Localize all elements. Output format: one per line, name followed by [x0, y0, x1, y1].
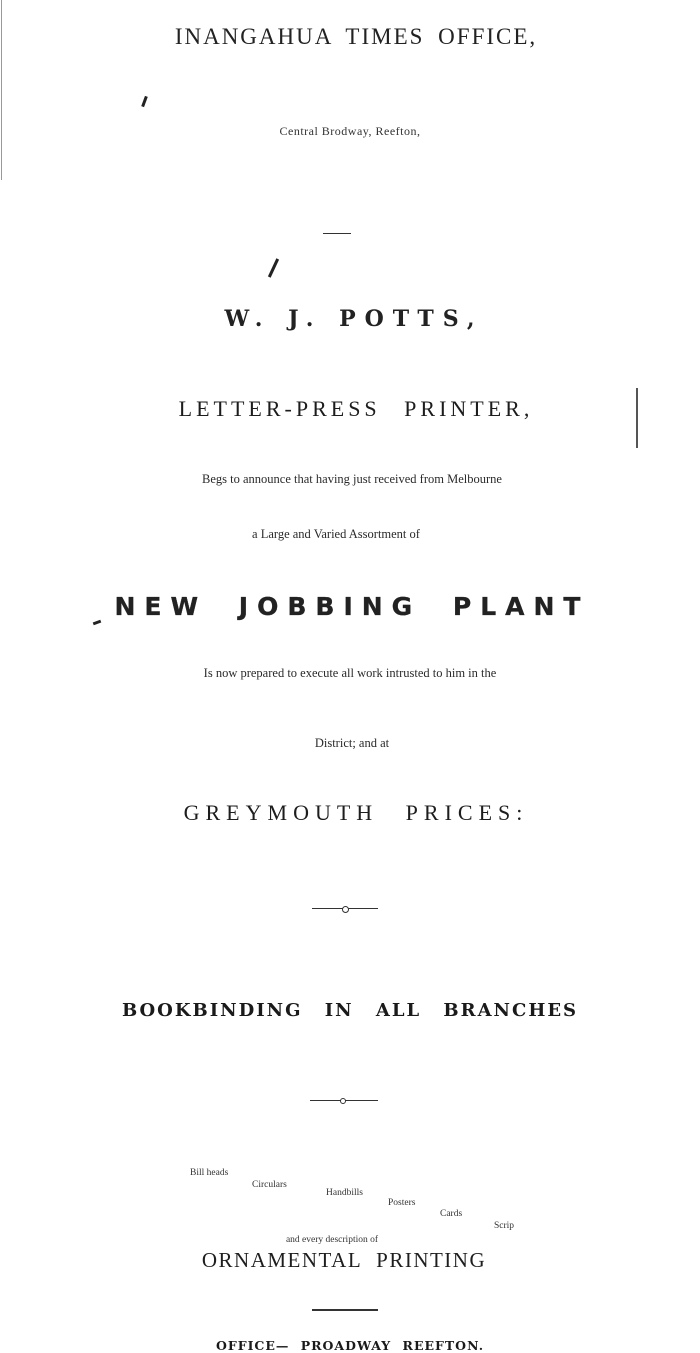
ornamental-printing-heading: ORNAMENTAL PRINTING: [201, 1248, 487, 1272]
service-scrip: Scrip: [494, 1221, 515, 1231]
service-cards: Cards: [440, 1209, 463, 1219]
announcement-line-1: Begs to announce that having just received from Melbourne: [202, 472, 502, 486]
prepared-line-2: District; and at: [314, 736, 390, 750]
masthead-title: INANGAHUA TIMES OFFICE,: [174, 24, 538, 49]
every-description-line: and every description of: [285, 1235, 379, 1245]
service-circulars: Circulars: [252, 1180, 287, 1190]
margin-rule-right: [636, 388, 638, 448]
announcement-line-2: a Large and Varied Assortment of: [252, 527, 420, 541]
divider-ornament-2: [342, 906, 349, 913]
office-location: OFFICE— PROADWAY REEFTON.: [215, 1338, 485, 1353]
service-bill-heads: Bill heads: [190, 1168, 229, 1178]
greymouth-prices-heading: GREYMOUTH PRICES:: [183, 800, 529, 825]
service-handbills: Handbills: [326, 1188, 363, 1198]
prepared-line-1: Is now prepared to execute all work intrusted to him in the: [203, 666, 497, 680]
trade-title: LETTER-PRESS PRINTER,: [178, 396, 534, 421]
proprietor-name: W. J. POTTS,: [224, 306, 484, 332]
service-posters: Posters: [388, 1198, 416, 1208]
office-address: Central Brodway, Reefton,: [279, 124, 421, 138]
divider-rule-1: [323, 233, 351, 234]
divider-ornament-3: [340, 1098, 346, 1104]
print-smudge-1: [141, 96, 148, 107]
bookbinding-heading: BOOKBINDING IN ALL BRANCHES: [121, 1000, 579, 1021]
margin-rule-left: [1, 0, 2, 180]
jobbing-plant-heading: NEW JOBBING PLANT: [114, 592, 590, 621]
divider-rule-4: [312, 1309, 378, 1311]
print-smudge-2: [268, 258, 279, 277]
